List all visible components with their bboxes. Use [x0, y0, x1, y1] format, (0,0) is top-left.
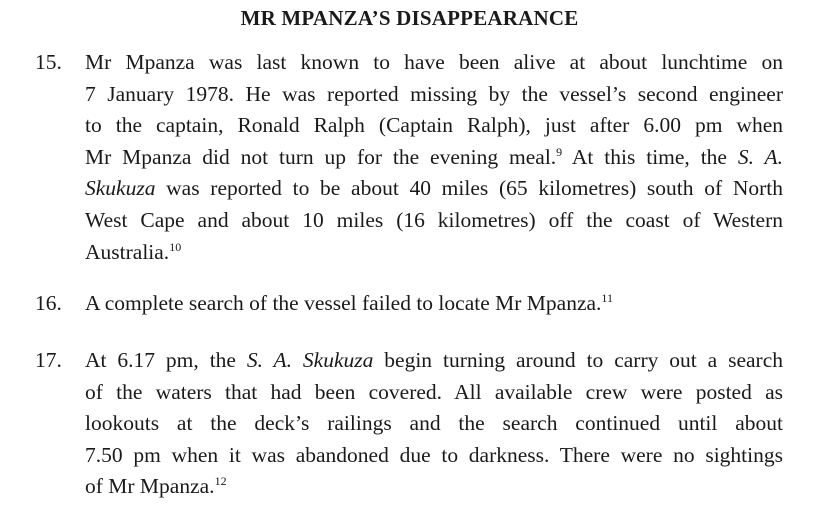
paragraph-text: [85, 47, 783, 268]
text-run: Mr Mpanza did not turn up for the evening meal.: [85, 144, 557, 169]
footnote-reference: 12: [214, 474, 227, 489]
footnote-reference: 11: [601, 290, 613, 305]
italic-vessel-name: S. A. Skukuza: [246, 348, 374, 372]
text-run: was reported to be about 40 miles (65 kilometres) south of North: [155, 176, 783, 201]
text-line: [85, 471, 783, 503]
text-line: [85, 377, 783, 409]
text-run: lookouts at the deck’s railings and the search continued until about: [85, 411, 783, 436]
text-line: [85, 79, 783, 111]
text-line: [85, 288, 783, 320]
text-run: A complete search of the vessel failed to locate Mr Mpanza.: [85, 291, 602, 315]
text-line: [85, 142, 783, 174]
text-line: [85, 173, 783, 205]
text-run: At 6.17 pm, the: [85, 348, 247, 372]
text-run: West Cape and about 10 miles (16 kilometres) off the coast of Western: [85, 207, 783, 232]
text-run: Mr Mpanza was last known to have been alive at about lunchtime on: [85, 50, 783, 74]
italic-vessel-name: S. A.: [737, 144, 783, 169]
paragraph-number: 15.: [35, 50, 62, 74]
paragraph-number: 16.: [35, 291, 62, 315]
italic-vessel-name: Skukuza: [85, 176, 156, 201]
document-heading: MR MPANZA’S DISAPPEARANCE: [240, 6, 579, 30]
text-run: begin turning around to carry out a search: [373, 348, 784, 372]
text-run: to the captain, Ronald Ralph (Captain Ralph), just after 6.00 pm when: [85, 113, 783, 138]
paragraph-text: [85, 288, 783, 320]
paragraph-number: 17.: [35, 348, 62, 372]
text-line: [85, 110, 783, 142]
text-line: [85, 408, 783, 440]
paragraph-text: [85, 345, 783, 503]
text-run: 7 January 1978. He was reported missing by the vessel’s second engineer: [85, 81, 783, 106]
text-run: 7.50 pm when it was abandoned due to darkness. There were no sightings: [85, 442, 783, 467]
text-run: of Mr Mpanza.: [85, 474, 215, 499]
text-line: [85, 345, 783, 377]
footnote-reference: 9: [556, 144, 563, 159]
footnote-reference: 10: [169, 239, 182, 254]
text-line: [85, 440, 783, 472]
text-line: [85, 47, 783, 79]
text-line: [85, 237, 783, 269]
text-run: of the waters that had been covered. All available crew were posted as: [85, 379, 783, 404]
text-line: [85, 205, 783, 237]
text-run: At this time, the: [562, 144, 738, 169]
text-run: Australia.: [85, 239, 170, 264]
